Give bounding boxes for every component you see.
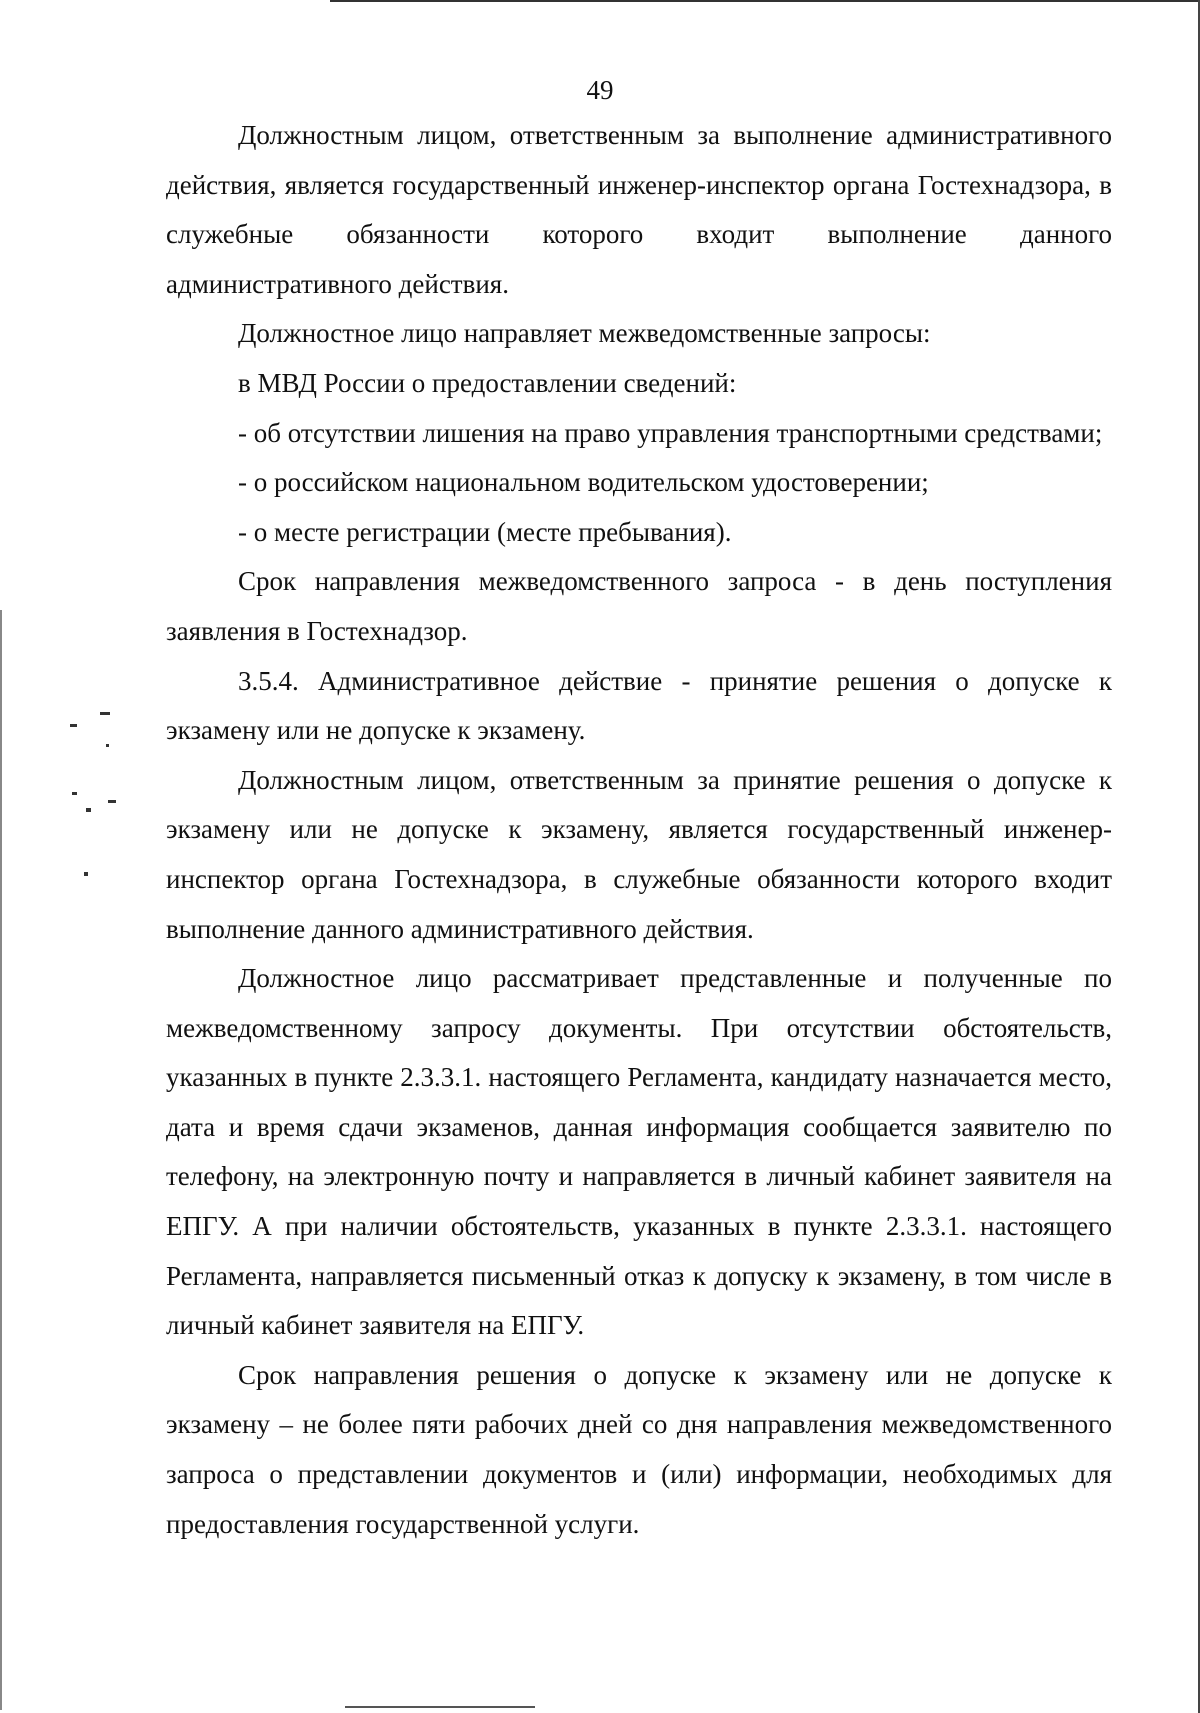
paragraph-decision-deadline: Срок направления решения о допуске к экзамену или не допуске к экзамену – не более пяти рабочих дней со дня направления межведомственного запроса о представлении документов и (или) информации, необходимых для предоставления государственной услуги. [166, 1359, 1112, 1539]
scan-speck [84, 872, 88, 876]
scan-speck [100, 712, 110, 715]
paragraph-interagency-requests: Должностное лицо направляет межведомственные запросы: [238, 318, 931, 349]
scan-speck [72, 792, 77, 795]
page-number: 49 [586, 75, 614, 105]
paragraph-document-review: Должностное лицо рассматривает представленные и полученные по межведомственному запросу документы. При отсутствии обстоятельств, указанных в пункте 2.3.3.1. настоящего Регламента, кандидату назначается место, дата и время сдачи экзаменов, данная информация сообщается заявителю по телефону, на электронную почту и направляется в личный кабинет заявителя на ЕПГУ. А при наличии обстоятельств, указанных в пункте 2.3.3.1. настоящего Регламента, направляется письменный отказ к допуску к экзамену, в том числе в личный кабинет заявителя на ЕПГУ. [166, 963, 1112, 1341]
scan-edge-top [330, 0, 1200, 2]
paragraph-official-responsible: Должностным лицом, ответственным за выполнение административного действия, является государственный инженер-инспектор органа Гостехнадзора, в служебные обязанности которого входит выполнение данного административного действия. [166, 120, 1112, 299]
paragraph-mvd-request: в МВД России о предоставлении сведений: [238, 367, 737, 398]
list-item-registration: - о месте регистрации (месте пребывания). [238, 516, 732, 547]
body-text [166, 111, 1112, 1549]
paragraph-section-3-5-4: 3.5.4. Административное действие - принятие решения о допуске к экзамену или не допуске к экзамену. [166, 665, 1112, 746]
paragraph-request-deadline: Срок направления межведомственного запроса - в день поступления заявления в Гостехнадзор. [166, 566, 1112, 646]
scan-speck [108, 800, 116, 803]
scan-speck [70, 724, 77, 727]
scan-speck [86, 808, 91, 812]
scan-edge-bottom [345, 1706, 535, 1708]
paragraph-decision-official: Должностным лицом, ответственным за принятие решения о допуске к экзамену или не допуске к экзамену, является государственный инженер-инспектор органа Гостехнадзора, в служебные обязанности которого входит выполнение данного административного действия. [166, 764, 1112, 944]
scan-speck [106, 744, 109, 747]
scan-edge-left [0, 610, 2, 1710]
list-item-license-deprivation: - об отсутствии лишения на право управления транспортными средствами; [238, 417, 1103, 448]
list-item-driver-license: - о российском национальном водительском удостоверении; [238, 467, 929, 498]
